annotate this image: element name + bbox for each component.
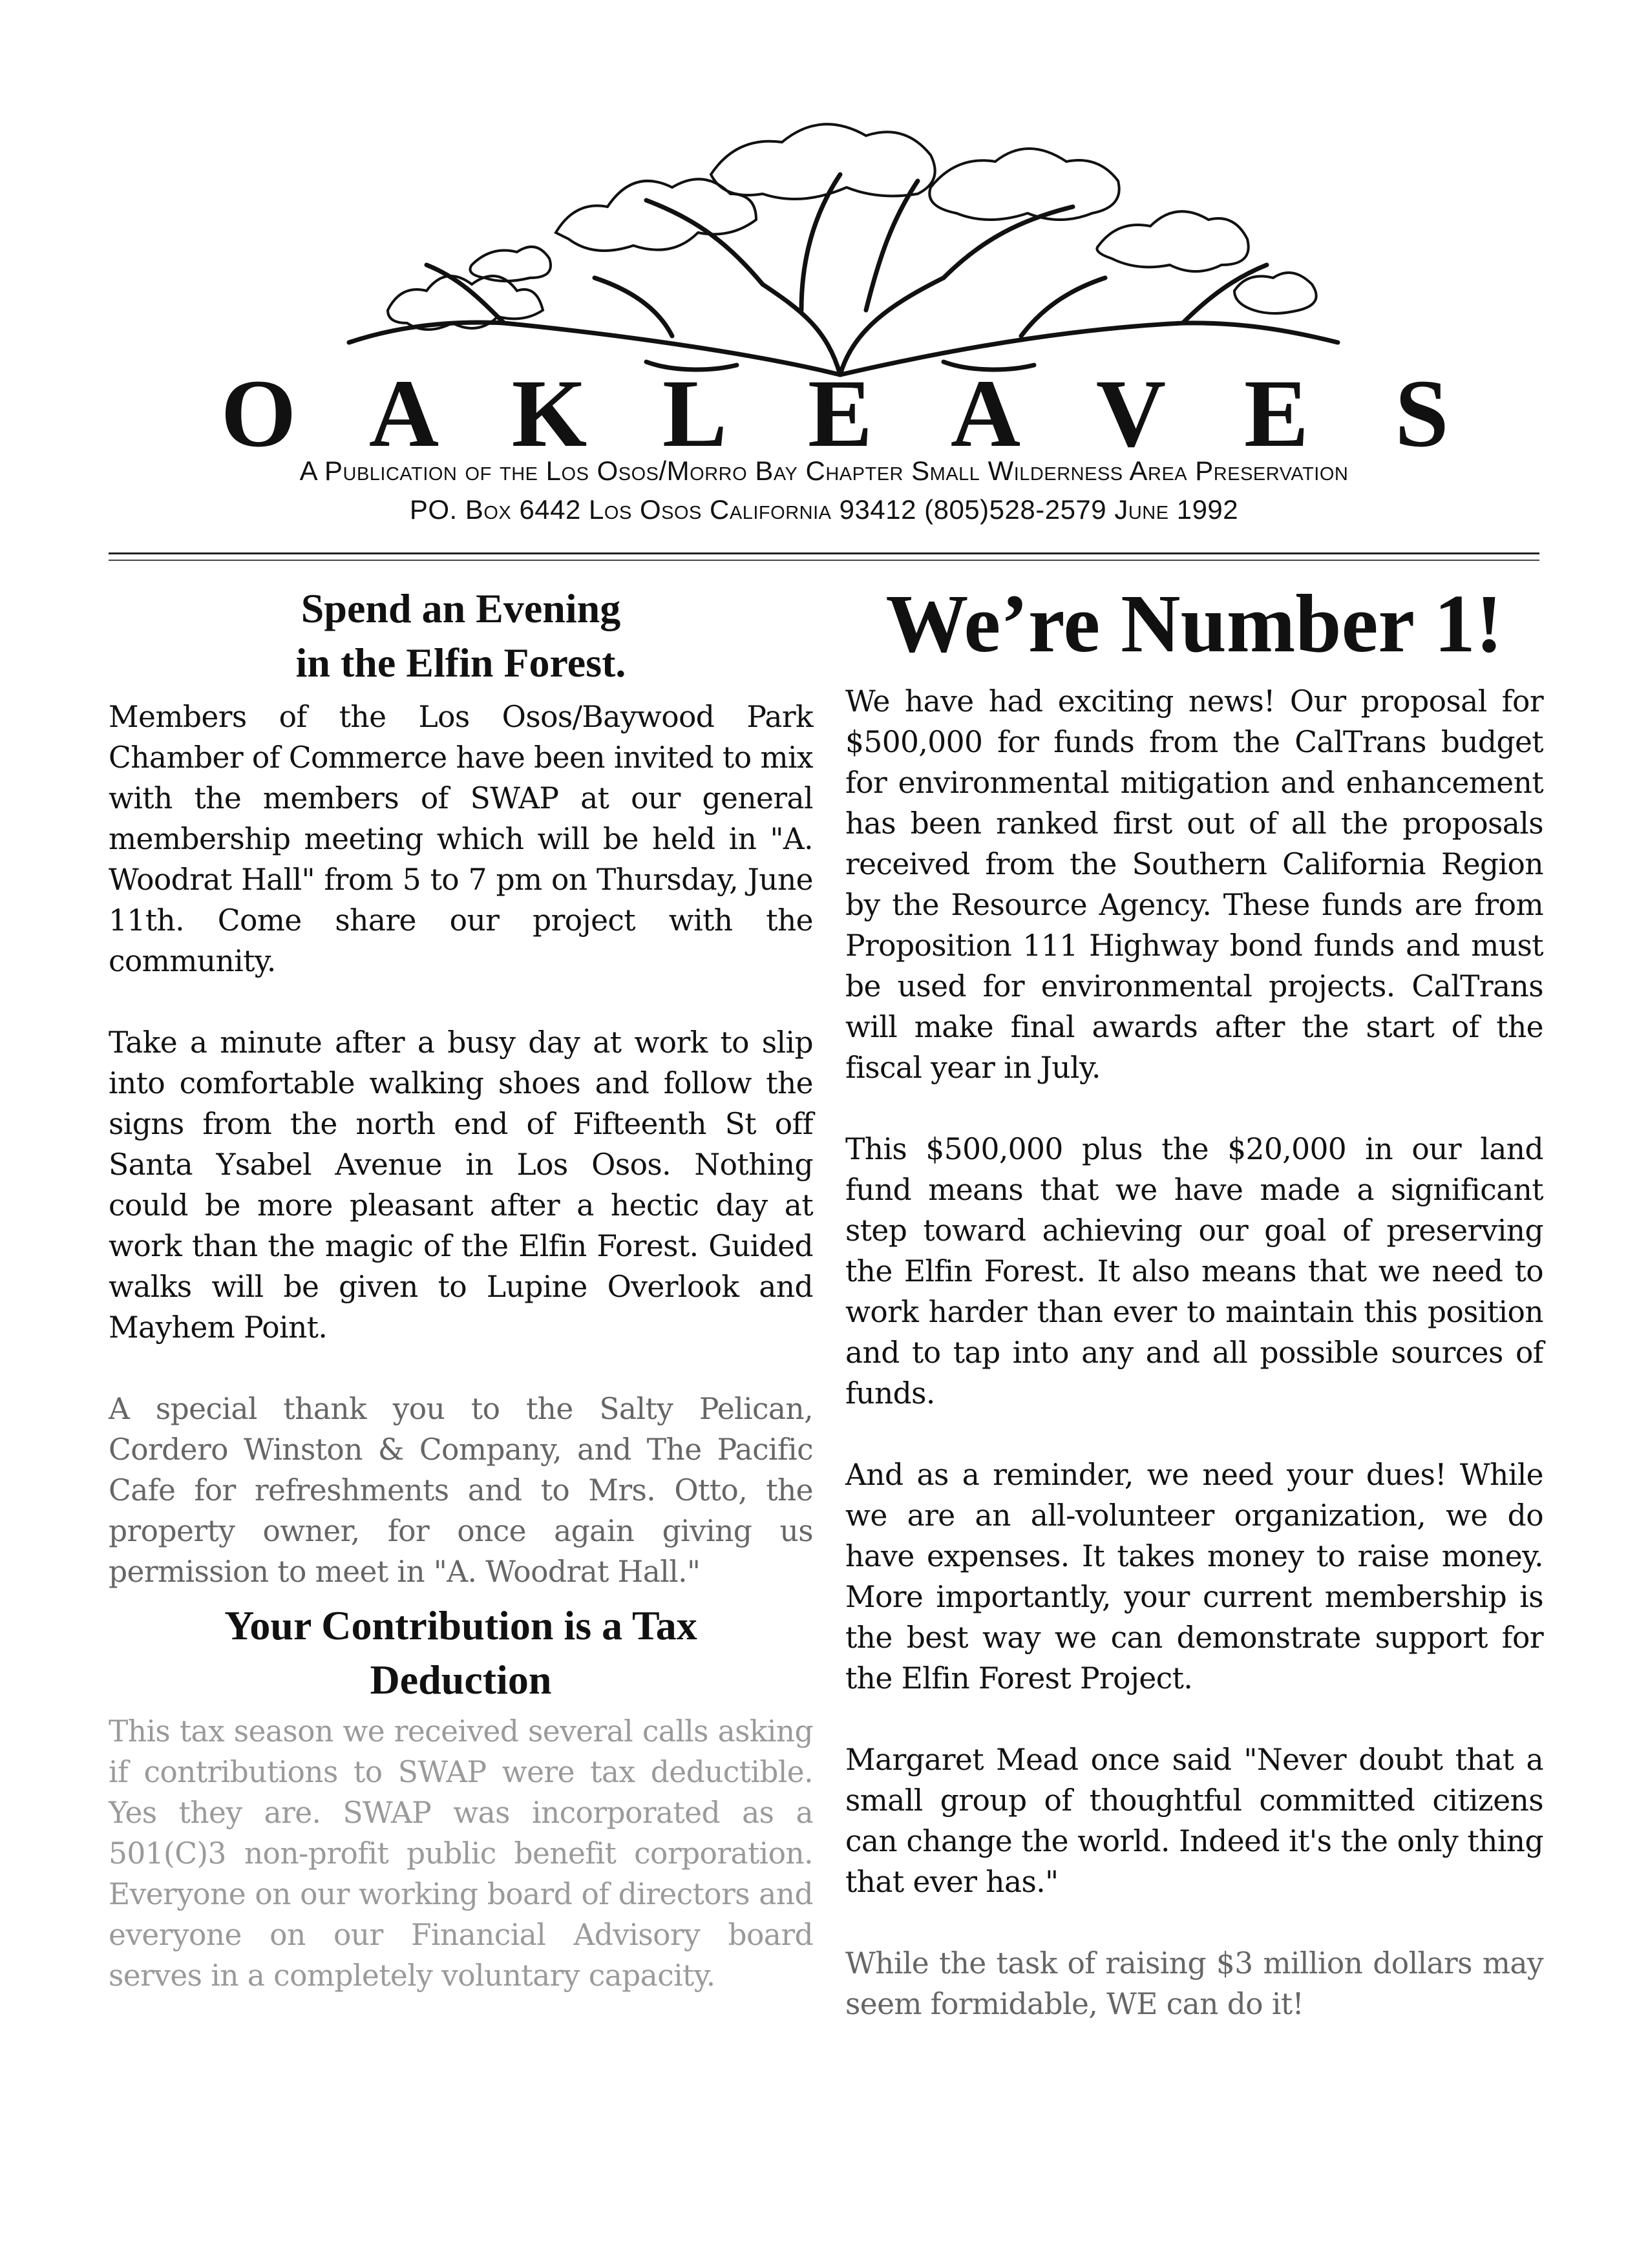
title-letter: O (220, 360, 297, 467)
masthead (0, 0, 1648, 556)
title-letter: L (662, 360, 728, 467)
tax-headline-line-2: Deduction (370, 1657, 552, 1703)
title-letter: E (807, 360, 873, 467)
publication-line: A Publication of the Los Osos/Morro Bay Chapter Small Wilderness Area Preservation (299, 456, 1349, 486)
address-line: PO. Box 6442 Los Osos California 93412 (805)528-2579 June 1992 (409, 494, 1239, 525)
news-paragraph-2: This $500,000 plus the $20,000 in our land fund means that we have made a significant step toward achieving our goal of preserving the Elfin Forest. It also means that we need to work harder than ever to maintain this position and to tap into any and all possible sources of funds. (845, 1132, 1543, 1411)
left-column (109, 582, 813, 2037)
number-one-headline: We’re Number 1! (885, 578, 1503, 669)
masthead-divider (109, 552, 1539, 554)
tax-paragraph: This tax season we received several calls asking if contributions to SWAP were tax deductible. Yes they are. SWAP was incorporated as a 501(C)3 non-profit public benefit corporation. Everyone on our working board of directors and everyone on our Financial Advisory board serves in a completely voluntary capacity. (109, 1714, 813, 1993)
title-letter: A (368, 360, 439, 467)
title-letter: K (511, 360, 587, 467)
evening-paragraph-1: Members of the Los Osos/Baywood Park Chamber of Commerce have been invited to mix with the members of SWAP at our general membership meeting which will be held in "A. Woodrat Hall" from 5 to 7 pm on Thursday, June 11th. Come share our project with the community. (109, 700, 813, 978)
evening-headline-line-1: Spend an Evening (301, 585, 621, 631)
oak-tree-illustration (310, 116, 1370, 381)
newsletter-title (220, 362, 1461, 465)
evening-headline (109, 582, 813, 690)
tax-headline-line-1: Your Contribution is a Tax (224, 1602, 697, 1648)
evening-paragraph-2: Take a minute after a busy day at work to slip into comfortable walking shoes and follow the signs from the north end of Fifteenth St off Santa Ysabel Avenue in Los Osos. Nothing could be more pleasant after a hectic day at work than the magic of the Elfin Forest. Guided walks will be given to Lupine Overlook and Mayhem Point. (109, 1025, 813, 1345)
title-letter: S (1395, 360, 1449, 467)
right-column (845, 578, 1543, 2065)
tax-headline (109, 1599, 813, 1707)
dues-paragraph: And as a reminder, we need your dues! While we are an all-volunteer organization, we do have expenses. It takes money to raise money. More importantly, your current membership is the best way we can demonstrate support for the Elfin Forest Project. (845, 1458, 1543, 1696)
title-letter: A (950, 360, 1021, 467)
evening-headline-line-2: in the Elfin Forest. (295, 640, 626, 686)
mead-quote-paragraph: Margaret Mead once said "Never doubt that a small group of thoughtful committed citizens can change the world. Indeed it's the only thing that ever has." (845, 1743, 1543, 1899)
news-paragraph-1: We have had exciting news! Our proposal for $500,000 for funds from the CalTrans budget for environmental mitigation and enhancement has been ranked first out of all the proposals received from the Southern California Region by the Resource Agency. These funds are from Proposition 111 Highway bond funds and must be used for environmental projects. CalTrans will make final awards after the start of the fiscal year in July. (845, 684, 1543, 1085)
closing-paragraph: While the task of raising $3 million dollars may seem formidable, WE can do it! (845, 1946, 1543, 2021)
masthead-divider (109, 560, 1539, 561)
thank-you-paragraph: A special thank you to the Salty Pelican, Cordero Winston & Company, and The Pacific Cafe for refreshments and to Mrs. Otto, the property owner, for once again giving us permission to meet in "A. Woodrat Hall." (109, 1392, 813, 1589)
title-letter: E (1243, 360, 1309, 467)
title-letter: V (1095, 360, 1167, 467)
